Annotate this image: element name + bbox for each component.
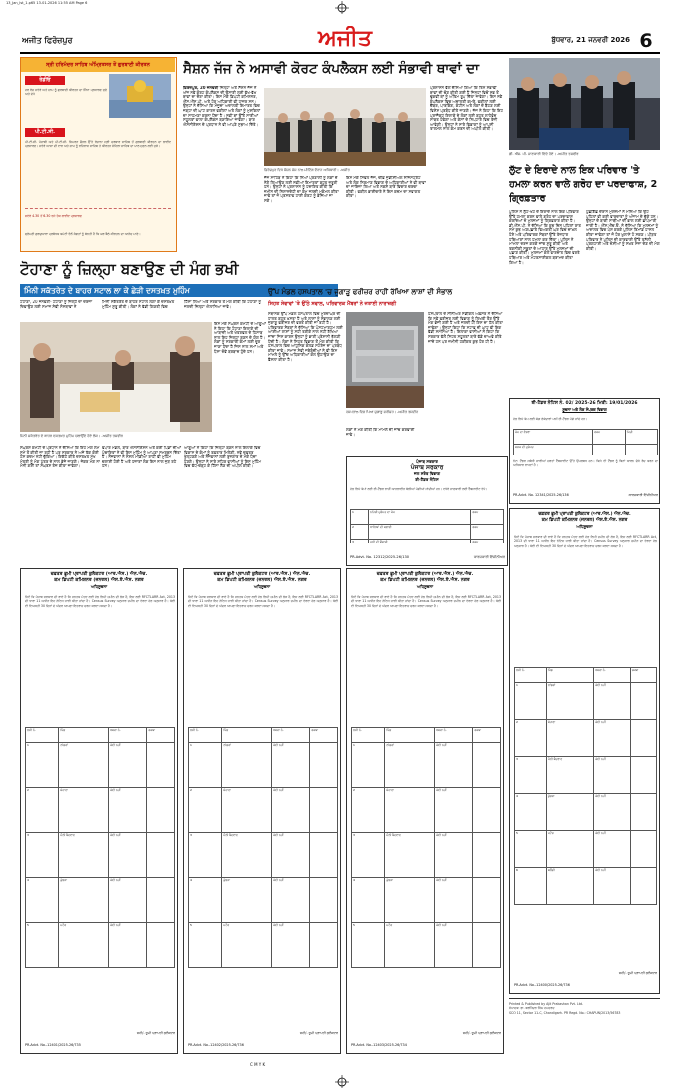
land2-line3: ਅਧਿਸੂਚਨਾ [253,584,271,589]
land3-title1: ਦਫ਼ਤਰ ਭੂਮੀ ਪ੍ਰਾਪਤੀ ਕੁਲੈਕਟਰ (ਆਰ.ਐਸ.) ਐਨ.ਐਚ. [376,572,474,577]
promo-box [20,57,177,252]
land1-body: ਜਿਵੇਂ ਕਿ ਪੰਜਾਬ ਸਰਕਾਰ ਦੀ ਰਾਏ ਹੈ ਕਿ ਜਨਤਕ ਮੰਤਵ ਲਈ ਹੇਠ ਲਿਖੀ ਜ਼ਮੀਨ ਦੀ ਲੋੜ ਹੈ, ਇਸ ਲਈ RFCTLARR Act, 2013 ਦੀ ਧਾਰਾ 11 ਅਧੀਨ ਇਹ ਨੋਟਿਸ ਜਾਰੀ ਕੀਤਾ ਜਾਂਦਾ ਹੈ। Census Survey ਅਨੁਸਾਰ ਜ਼ਮੀਨ ਦਾ ਵੇਰਵਾ ਹੇਠ ਅਨੁਸਾਰ ਹੈ। ਕੋਈ ਵੀ ਵਿਅਕਤੀ 30 ਦਿਨਾਂ ਦੇ ਅੰਦਰ ਆਪਣਾ ਇਤਰਾਜ਼ ਦਰਜ ਕਰਵਾ ਸਕਦਾ ਹੈ। [25,595,175,608]
story4-col3: ਹਸਪਤਾਲ ਦੇ ਸੀਨੀਅਰ ਮੈਡੀਕਲ ਅਫ਼ਸਰ ਨੇ ਦੱਸਿਆ ਕਿ ਨਵੇਂ ਫਰੀਜ਼ਰ ਲਈ ਵਿਭਾਗ ਨੂੰ ਲਿਖਤੀ ਤੌਰ ਉੱਤੇ ਮੰਗ ਭੇਜੀ ਗਈ ਹੈ ਅਤੇ ਜਲਦੀ ਹੀ ਇਸ ਦਾ ਹੱਲ ਕੀਤਾ ਜਾਵੇਗਾ। ਉਨ੍ਹਾਂ ਕਿਹਾ ਕਿ ਸਟਾਫ਼ ਦੀ ਘਾਟ ਵੀ ਇਕ ਵੱਡੀ ਸਮੱਸਿਆ ਹੈ। ਇਲਾਕਾ ਵਾਸੀਆਂ ਨੇ ਕਿਹਾ ਕਿ ਸਰਕਾਰ ਵੱਲੋਂ ਸਿਹਤ ਸਹੂਲਤਾਂ ਬਾਰੇ ਵੱਡੇ ਦਾਅਵੇ ਕੀਤੇ ਜਾਂਦੇ ਹਨ ਪਰ ਜ਼ਮੀਨੀ ਹਕੀਕਤ ਕੁਝ ਹੋਰ ਹੀ ਹੈ। [428,312,503,344]
story3-subhead: ਮਿੰਨੀ ਸਕੱਤਰੇਤ ਦੇ ਬਾਹਰ ਸਟਾਲ ਲਾ ਕੇ ਛੇੜੀ ਦਸਤਖ਼ਤ ਮੁਹਿੰਮ [20,284,338,297]
story1-dateline: ਫ਼ਿਰੋਜ਼ਪੁਰ, 20 ਜਨਵਰੀ [183,86,219,90]
tender-terms: ਨੋਟ: ਟੈਂਡਰ ਸਬੰਧੀ ਸਾਰੀਆਂ ਸ਼ਰਤਾਂ ਵੈੱਬਸਾਈਟ ਉੱਤੇ ਉਪਲਬਧ ਹਨ। ਕਿਸੇ ਵੀ ਟੈਂਡਰ ਨੂੰ ਬਿਨਾਂ ਕਾਰਨ ਦੱਸੇ ਰੱਦ ਕਰਨ ਦਾ ਅਧਿਕਾਰ ਰਾਖਵਾਂ ਹੈ। [513,459,658,468]
land1-title2: ਕਮ ਡਿਪਟੀ ਕਮਿਸ਼ਨਰ (ਜਨਰਲ) ਐਸ.ਏ.ਐਸ. ਨਗਰ [54,578,144,583]
land4-line3: ਅਧਿਸੂਚਨਾ [576,524,593,529]
story1-col2: ਜੱਜ ਸਾਹਿਬ ਨੇ ਕਿਹਾ ਕਿ ਨਿਆਂ ਪ੍ਰਣਾਲੀ ਨੂੰ ਲੋਕਾਂ ਦੇ ਨੇੜੇ ਲਿਆਉਣ ਲਈ ਨਵੀਆਂ ਇਮਾਰਤਾਂ ਬਹੁਤ ਜ਼ਰੂਰੀ ਹਨ। ਉਨ੍ਹਾਂ ਨੇ ਪ੍ਰਸ਼ਾਸਨ ਨੂੰ ਹਦਾਇਤ ਕੀਤੀ ਕਿ ਜ਼ਮੀਨ ਦੀ ਨਿਸ਼ਾਨਦੇਹੀ ਦਾ ਕੰਮ ਜਲਦੀ ਮੁਕੰਮਲ ਕੀਤਾ ਜਾਵੇ ਤਾਂ ਜੋ ਪ੍ਰਸਤਾਵ ਹਾਈ ਕੋਰਟ ਨੂੰ ਭੇਜਿਆ ਜਾ ਸਕੇ। [264,176,339,203]
land3-title2: ਕਮ ਡਿਪਟੀ ਕਮਿਸ਼ਨਰ (ਜਨਰਲ) ਐਸ.ਏ.ਐਸ. ਨਗਰ [380,578,470,583]
story1-col1: ਫ਼ਿਰੋਜ਼ਪੁਰ, 20 ਜਨਵਰੀ ਜ਼ਿਲ੍ਹਾ ਅਤੇ ਸੈਸ਼ਨ ਜੱਜ ਨੇ ਅੱਜ ਨਵੇਂ ਕੋਰਟ ਕੰਪਲੈਕਸ ਦੀ ਉਸਾਰੀ ਲਈ ਵੱਖ-ਵੱਖ ਥਾਵਾਂ ਦਾ ਦੌਰਾ ਕੀਤਾ। ਇਸ ਮੌਕੇ ਡਿਪਟੀ ਕਮਿਸ਼ਨਰ, ਐੱਸ.ਐੱਸ.ਪੀ. ਅਤੇ ਹੋਰ ਅਧਿਕਾਰੀ ਵੀ ਹਾਜ਼ਰ ਸਨ। ਉਨ੍ਹਾਂ ਨੇ ਦੱਸਿਆ ਕਿ ਮੌਜੂਦਾ ਅਦਾਲਤੀ ਇਮਾਰਤ ਵਿਚ ਜਗ੍ਹਾ ਦੀ ਘਾਟ ਕਾਰਨ ਵਕੀਲਾਂ ਅਤੇ ਲੋਕਾਂ ਨੂੰ ਮੁਸ਼ਕਿਲਾਂ ਦਾ ਸਾਹਮਣਾ ਕਰਨਾ ਪੈਂਦਾ ਹੈ। ਨਵੀਂ ਥਾਂ ਉੱਤੇ ਸਾਰੀਆਂ ਸਹੂਲਤਾਂ ਵਾਲਾ ਕੰਪਲੈਕਸ ਬਣਾਇਆ ਜਾਵੇਗਾ। ਬਾਰ ਐਸੋਸੀਏਸ਼ਨ ਦੇ ਪ੍ਰਧਾਨ ਨੇ ਵੀ ਆਪਣੇ ਸੁਝਾਅ ਦਿੱਤੇ। [183,86,261,127]
land1-line3: ਅਧਿਸੂਚਨਾ [90,584,108,589]
land2-body: ਜਿਵੇਂ ਕਿ ਪੰਜਾਬ ਸਰਕਾਰ ਦੀ ਰਾਏ ਹੈ ਕਿ ਜਨਤਕ ਮੰਤਵ ਲਈ ਹੇਠ ਲਿਖੀ ਜ਼ਮੀਨ ਦੀ ਲੋੜ ਹੈ, ਇਸ ਲਈ RFCTLARR Act, 2013 ਦੀ ਧਾਰਾ 11 ਅਧੀਨ ਇਹ ਨੋਟਿਸ ਜਾਰੀ ਕੀਤਾ ਜਾਂਦਾ ਹੈ। Census Survey ਅਨੁਸਾਰ ਜ਼ਮੀਨ ਦਾ ਵੇਰਵਾ ਹੇਠ ਅਨੁਸਾਰ ਹੈ। ਕੋਈ ਵੀ ਵਿਅਕਤੀ 30 ਦਿਨਾਂ ਦੇ ਅੰਦਰ ਆਪਣਾ ਇਤਰਾਜ਼ ਦਰਜ ਕਰਵਾ ਸਕਦਾ ਹੈ। [188,595,338,608]
land2-table: ਲੜੀ ਨੰ. ਪਿੰਡ ਖਸਰਾ ਨੰ. ਰਕਬਾ 1 ਲਾਂਡਰਾਂ ਕੋਈ ਨਹੀਂ 2 ਸੋਹਾਣਾ ਕੋਈ ਨਹੀਂ 3 ਮੌਲੀ ਬੈਦਵਾਣ ਕੋਈ ਨਹੀਂ 4 ਕੁੰਭੜਾ ਕੋਈ ਨਹੀਂ 5 ਮਟੌਰ ਕੋਈ ਨਹੀਂ [188,727,338,1017]
imprint-l3: SCO 11, Sector 11-C, Chandigarh. PR Regd. No.: CHAPUN/2013/56783 [509,1010,621,1015]
story2-headline: ਲੁੱਟ ਦੇ ਇਰਾਦੇ ਨਾਲ ਇਕ ਪਰਿਵਾਰ 'ਤੇ ਹਮਲਾ ਕਰਨ ਵਾਲੇ ਗਰੋਹ ਦਾ ਪਰਦਾਫਾਸ਼, 2 ਗ੍ਰਿਫ਼ਤਾਰ [509,165,658,204]
story4-col2b: ਲੋਕਾਂ ਨੇ ਮੰਗ ਕੀਤੀ ਕਿ ਮਾਮਲੇ ਦੀ ਜਾਂਚ ਕਰਵਾਈ ਜਾਵੇ। [346,428,415,437]
land4-ref: PR-Advt. No.-12400/2025-26/736 [514,983,570,987]
land-notice-4 [509,508,660,994]
story3-headline: ਟੋਹਾਣਾ ਨੂੰ ਜ਼ਿਲ੍ਹਾ ਬਣਾਉਣ ਦੀ ਮੰਗ ਭਖੀ [20,260,239,278]
land1-sig: ਸਹੀ/- ਭੂਮੀ ਪ੍ਰਾਪਤੀ ਕੁਲੈਕਟਰ [136,1031,175,1035]
story1-col3: ਇਸ ਮੌਕੇ ਸਿਵਲ ਜੱਜ, ਚੀਫ਼ ਜੁਡੀਸ਼ੀਅਲ ਮੈਜਿਸਟ੍ਰੇਟ ਅਤੇ ਲੋਕ ਨਿਰਮਾਣ ਵਿਭਾਗ ਦੇ ਅਧਿਕਾਰੀਆਂ ਨੇ ਵੀ ਥਾਵਾਂ ਦਾ ਜਾਇਜ਼ਾ ਲਿਆ ਅਤੇ ਨਕਸ਼ੇ ਬਾਰੇ ਵਿਚਾਰ ਚਰਚਾ ਕੀਤੀ। ਵਕੀਲ ਭਾਈਚਾਰੇ ਨੇ ਇਸ ਕਦਮ ਦਾ ਸਵਾਗਤ ਕੀਤਾ। [346,176,426,199]
story4-subhead: ਸਿਹਤ ਸੇਵਾਵਾਂ 'ਤੇ ਉੱਠੇ ਸਵਾਲ, ਪਰਿਵਾਰਕ ਮੈਂਬਰਾਂ ਨੇ ਜਤਾਈ ਨਾਰਾਜ਼ਗੀ [268,301,397,307]
story2-photo [509,58,660,150]
gov-notice-table: 1 ਨਹਿਰੀ ਮੁਰੰਮਤ ਦਾ ਕੰਮ ਰਕਮ 2 ਖਾਲਿਆਂ ਦੀ ਸਫ਼ਾਈ ਰਕਮ 3 ਪੁਲੀ ਦੀ ਉਸਾਰੀ ਰਕਮ [350,509,504,543]
promo-note: ਸਵੇਰੇ 4.30 ਤੋਂ 6.30 ਵਜੇ ਤੱਕ ਲਾਈਵ ਪ੍ਰਸਾਰਣ [25,214,82,218]
story4-headline: ਉੱਪ ਮੰਡਲ ਹਸਪਤਾਲ 'ਚ ਜੁਗਾੜੂ ਫਰੀਜ਼ਰ ਰਾਹੀਂ ਰੱਖਿਆ ਲਾਸ਼ਾਂ ਦੀ ਸੰਭਾਲ [268,288,453,296]
land1-col2: ਖਸਰਾ ਨੰ. [109,728,147,743]
masthead: ਅਜੀਤ [318,26,372,51]
registration-mark-top [335,0,349,14]
land2-title2: ਕਮ ਡਿਪਟੀ ਕਮਿਸ਼ਨਰ (ਜਨਰਲ) ਐਸ.ਏ.ਐਸ. ਨਗਰ [217,578,307,583]
land-notice-1 [20,568,178,1054]
story1-col4: ਪ੍ਰਸ਼ਾਸਨ ਵੱਲੋਂ ਦੱਸਿਆ ਗਿਆ ਕਿ ਤਿੰਨ ਸੰਭਾਵੀ ਥਾਵਾਂ ਦੀ ਚੋਣ ਕੀਤੀ ਗਈ ਹੈ ਜਿਨ੍ਹਾਂ ਵਿਚੋਂ ਸਭ ਤੋਂ ਢੁਕਵੀਂ ਥਾਂ ਨੂੰ ਅੰਤਿਮ ਰੂਪ ਦਿੱਤਾ ਜਾਵੇਗਾ। ਇਸ ਨਵੇਂ ਕੰਪਲੈਕਸ ਵਿਚ ਅਦਾਲਤੀ ਕਮਰੇ, ਵਕੀਲਾਂ ਲਈ ਚੈਂਬਰ, ਪਾਰਕਿੰਗ, ਕੰਟੀਨ ਅਤੇ ਲੋਕਾਂ ਦੇ ਬੈਠਣ ਲਈ ਵਿਸ਼ੇਸ਼ ਪ੍ਰਬੰਧ ਕੀਤੇ ਜਾਣਗੇ। ਜੱਜ ਨੇ ਕਿਹਾ ਕਿ ਇਹ ਪ੍ਰਾਜੈਕਟ ਇਲਾਕੇ ਦੇ ਲੋਕਾਂ ਲਈ ਬਹੁਤ ਲਾਹੇਵੰਦ ਸਾਬਤ ਹੋਵੇਗਾ ਅਤੇ ਕੇਸਾਂ ਦੇ ਨਿਪਟਾਰੇ ਵਿਚ ਤੇਜ਼ੀ ਆਵੇਗੀ। ਉਨ੍ਹਾਂ ਨੇ ਸਾਰੇ ਵਿਭਾਗਾਂ ਨੂੰ ਆਪਸੀ ਤਾਲਮੇਲ ਨਾਲ ਕੰਮ ਕਰਨ ਦੀ ਅਪੀਲ ਕੀਤੀ। [430,86,503,132]
page-number: 6 [639,30,653,52]
print-slug: 13_Jan_lst_1.p65 13-01-2026 11:55 AM Page 6 [6,1,88,5]
story4-caption: ਹਸਪਤਾਲ ਵਿਚ ਪਿਆ ਜੁਗਾੜੂ ਫਰੀਜ਼ਰ। -ਅਜੀਤ ਤਸਵੀਰ [346,410,419,414]
promo-tag-ptc: ਪੀ.ਟੀ.ਸੀ. [25,128,65,137]
land1-ref: PR-Advt. No.-12401/2025-26/735 [25,1043,81,1047]
land4-title2: ਕਮ ਡਿਪਟੀ ਕਮਿਸ਼ਨਰ (ਜਨਰਲ) ਐਸ.ਏ.ਐਸ. ਨਗਰ [541,518,628,523]
land4-sig: ਸਹੀ/- ਭੂਮੀ ਪ੍ਰਾਪਤੀ ਕੁਲੈਕਟਰ [618,971,657,975]
land3-sig: ਸਹੀ/- ਭੂਮੀ ਪ੍ਰਾਪਤੀ ਕੁਲੈਕਟਰ [462,1031,501,1035]
promo-tag-radio: ਰੇਡੀਓ [25,76,65,85]
land4-body: ਜਿਵੇਂ ਕਿ ਪੰਜਾਬ ਸਰਕਾਰ ਦੀ ਰਾਏ ਹੈ ਕਿ ਜਨਤਕ ਮੰਤਵ ਲਈ ਹੇਠ ਲਿਖੀ ਜ਼ਮੀਨ ਦੀ ਲੋੜ ਹੈ, ਇਸ ਲਈ RFCTLARR Act, 2013 ਦੀ ਧਾਰਾ 11 ਅਧੀਨ ਇਹ ਨੋਟਿਸ ਜਾਰੀ ਕੀਤਾ ਜਾਂਦਾ ਹੈ। Census Survey ਅਨੁਸਾਰ ਜ਼ਮੀਨ ਦਾ ਵੇਰਵਾ ਹੇਠ ਅਨੁਸਾਰ ਹੈ। ਕੋਈ ਵੀ ਵਿਅਕਤੀ 30 ਦਿਨਾਂ ਦੇ ਅੰਦਰ ਆਪਣਾ ਇਤਰਾਜ਼ ਦਰਜ ਕਰਵਾ ਸਕਦਾ ਹੈ। [514,535,657,548]
story2-col2: ਪੁੱਛਗਿੱਛ ਦੌਰਾਨ ਮੁਲਜ਼ਮਾਂ ਨੇ ਮੰਨਿਆ ਕਿ ਉਹ ਪਹਿਲਾਂ ਵੀ ਕਈ ਵਾਰਦਾਤਾਂ ਨੂੰ ਅੰਜਾਮ ਦੇ ਚੁੱਕੇ ਹਨ। ਉਨ੍ਹਾਂ ਦੇ ਬਾਕੀ ਸਾਥੀਆਂ ਦੀ ਭਾਲ ਲਈ ਛਾਪੇਮਾਰੀ ਜਾਰੀ ਹੈ। ਐੱਸ.ਐੱਚ.ਓ. ਨੇ ਦੱਸਿਆ ਕਿ ਮੁਲਜ਼ਮਾਂ ਨੂੰ ਅਦਾਲਤ ਵਿਚ ਪੇਸ਼ ਕਰਕੇ ਪੁਲਿਸ ਰਿਮਾਂਡ ਹਾਸਲ ਕੀਤਾ ਜਾਵੇਗਾ ਤਾਂ ਜੋ ਹੋਰ ਖ਼ੁਲਾਸੇ ਹੋ ਸਕਣ। ਪੀੜਤ ਪਰਿਵਾਰ ਨੇ ਪੁਲਿਸ ਦੀ ਕਾਰਵਾਈ ਉੱਤੇ ਤਸੱਲੀ ਪ੍ਰਗਟਾਈ ਅਤੇ ਦੋਸ਼ੀਆਂ ਨੂੰ ਸਖ਼ਤ ਸਜ਼ਾ ਦੇਣ ਦੀ ਮੰਗ ਕੀਤੀ। [586,210,660,251]
story3-lead2: ਮਿੰਨੀ ਸਕੱਤਰੇਤ ਦੇ ਬਾਹਰ ਸਟਾਲ ਲਗਾ ਕੇ ਦਸਤਖ਼ਤ ਮੁਹਿੰਮ ਸ਼ੁਰੂ ਕੀਤੀ। ਲੋਕਾਂ ਨੇ ਵੱਡੀ ਗਿਣਤੀ ਵਿਚ [102,300,175,309]
land-notice-3 [346,568,504,1054]
promo-text-3: ਸ਼੍ਰੋਮਣੀ ਗੁਰਦੁਆਰਾ ਪ੍ਰਬੰਧਕ ਕਮੇਟੀ ਵੱਲੋਂ ਸੰਗਤਾਂ ਨੂੰ ਬੇਨਤੀ ਹੈ ਕਿ ਘਰ ਬੈਠੇ ਕੀਰਤਨ ਦਾ ਆਨੰਦ ਮਾਣੋ। [25,232,141,236]
story3-lead1: ਟੋਹਾਣਾ, 20 ਜਨਵਰੀ- ਟੋਹਾਣਾ ਨੂੰ ਜ਼ਿਲ੍ਹੇ ਦਾ ਦਰਜਾ ਦਿਵਾਉਣ ਲਈ ਸਮਾਜ ਸੇਵੀ ਸੰਸਥਾਵਾਂ ਨੇ [20,300,93,309]
story3-photo [20,322,212,432]
imprint-l1: Printed & Published by Ajit Prakashan Pvt. Ltd. [509,1002,584,1006]
story1-caption: ਫ਼ਿਰੋਜ਼ਪੁਰ ਵਿਖੇ ਸੈਸ਼ਨ ਜੱਜ ਨਾਲ ਮੀਟਿੰਗ ਦੌਰਾਨ ਅਧਿਕਾਰੀ। -ਅਜੀਤ [264,168,350,172]
imprint [509,998,660,1054]
land4-table: ਲੜੀ ਨੰ. ਪਿੰਡ ਖਸਰਾ ਨੰ. ਰਕਬਾ 1 ਲਾਂਡਰਾਂ ਕੋਈ ਨਹੀਂ 2 ਸੋਹਾਣਾ ਕੋਈ ਨਹੀਂ 3 ਮੌਲੀ ਬੈਦਵਾਣ ਕੋਈ ਨਹੀਂ 4 ਕੁੰਭੜਾ ਕੋਈ ਨਹੀਂ 5 ਮਟੌਰ ਕੋਈ ਨਹੀਂ 6 ਬਲੌਂਗੀ ਕੋਈ ਨਹੀਂ [514,667,657,957]
story1-photo [264,88,426,166]
promo-text-2: ਪੀ.ਟੀ.ਸੀ. ਪੰਜਾਬੀ ਅਤੇ ਪੀ.ਟੀ.ਸੀ. ਸਿਮਰਨ ਚੈਨਲ ਉੱਤੇ ਰੋਜ਼ਾਨਾ ਸ੍ਰੀ ਦਰਬਾਰ ਸਾਹਿਬ ਤੋਂ ਗੁਰਬਾਣੀ ਕੀਰਤਨ ਦਾ ਲਾਈਵ ਪ੍ਰਸਾਰਣ। ਸਵੇਰੇ ਆਸਾ ਦੀ ਵਾਰ ਅਤੇ ਸ਼ਾਮ ਨੂੰ ਰਹਿਰਾਸ ਸਾਹਿਬ ਤੇ ਕੀਰਤਨ ਸੋਹਿਲਾ ਸਾਹਿਬ ਦਾ ਪਾਠ ਸੁਣਨ ਲਈ ਜੁੜੋ। [25,140,171,149]
story3-col3: ਆਗੂਆਂ ਨੇ ਕਿਹਾ ਕਿ ਜ਼ਿਲ੍ਹਾ ਬਣਨ ਨਾਲ ਇਲਾਕੇ ਵਿਚ ਵਿਕਾਸ ਦੇ ਕੰਮਾਂ ਨੂੰ ਰਫ਼ਤਾਰ ਮਿਲੇਗੀ, ਨਵੇਂ ਦਫ਼ਤਰ ਖੁੱਲ੍ਹਣਗੇ ਅਤੇ ਨੌਜਵਾਨਾਂ ਲਈ ਰੁਜ਼ਗਾਰ ਦੇ ਮੌਕੇ ਪੈਦਾ ਹੋਣਗੇ। ਉਨ੍ਹਾਂ ਨੇ ਸਾਰੇ ਸ਼ਹਿਰ ਵਾਸੀਆਂ ਨੂੰ ਇਸ ਮੁਹਿੰਮ ਵਿਚ ਵੱਧ-ਚੜ੍ਹ ਕੇ ਹਿੱਸਾ ਲੈਣ ਦੀ ਅਪੀਲ ਕੀਤੀ। [184,446,261,469]
land2-title1: ਦਫ਼ਤਰ ਭੂਮੀ ਪ੍ਰਾਪਤੀ ਕੁਲੈਕਟਰ (ਆਰ.ਐਸ.) ਐਨ.ਐਚ. [213,572,311,577]
tender-title: ਈ-ਟੈਂਡਰ ਨੋਟਿਸ ਨੰ. 02/ 2025-26 ਮਿਤੀ: 19/01/2026 [531,401,638,406]
promo-title: ਸ੍ਰੀ ਹਰਿਮੰਦਰ ਸਾਹਿਬ ਅੰਮ੍ਰਿਤਸਰ ਤੋਂ ਗੁਰਬਾਣੀ ਕੀਰਤਨ [21,58,175,72]
gov-notice-dept: ਜਲ ਸਰੋਤ ਵਿਭਾਗ [414,471,440,476]
gov-notice-title: ਪੰਜਾਬ ਸਰਕਾਰ [410,464,444,471]
land3-line3: ਅਧਿਸੂਚਨਾ [416,584,434,589]
gov-notice-ref: PR-Advt. No. 12312/2025-26/130 [350,555,410,559]
registration-mark-bottom [335,1074,349,1088]
tender-text: ਹੇਠ ਲਿਖੇ ਕੰਮ ਲਈ ਯੋਗ ਠੇਕੇਦਾਰਾਂ ਪਾਸੋਂ ਈ-ਟੈਂਡਰ ਮੰਗੇ ਜਾਂਦੇ ਹਨ। [513,417,588,421]
header-rule [20,52,660,54]
land1-table: ਲੜੀ ਨੰ. ਪਿੰਡ ਖਸਰਾ ਨੰ. ਰਕਬਾ 1 ਲਾਂਡਰਾਂ ਕੋਈ ਨਹੀਂ 2 ਸੋਹਾਣਾ ਕੋਈ ਨਹੀਂ 3 ਮੌਲੀ ਬੈਦਵਾਣ ਕੋਈ ਨਹੀਂ 4 ਕੁੰਭੜਾ ਕੋਈ ਨਹੀਂ 5 ਮਟੌਰ ਕੋਈ ਨਹੀਂ [25,727,175,1017]
story1-headline: ਸੈਸ਼ਨ ਜੱਜ ਨੇ ਅਸਾਵੀ ਕੋਰਟ ਕੰਪਲੈਕਸ ਲਈ ਸੰਭਾਵੀ ਥਾਵਾਂ ਦਾ [183,61,480,77]
story4-photo [346,312,424,408]
color-bar [20,1062,660,1070]
cmyk-label: C M Y K [250,1062,266,1067]
tender-sub: ਸੂਚਨਾ ਅਤੇ ਲੋਕ ਸੰਪਰਕ ਵਿਭਾਗ [562,407,607,412]
story3-lead3: ਹਿੱਸਾ ਲਿਆ ਅਤੇ ਸਰਕਾਰ ਤੋਂ ਮੰਗ ਕੀਤੀ ਕਿ ਟੋਹਾਣਾ ਨੂੰ ਜਲਦੀ ਜ਼ਿਲ੍ਹਾ ਐਲਾਨਿਆ ਜਾਵੇ। [184,300,262,309]
imprint-l2: ਸੰਪਾਦਕ: ਡਾ. ਬਰਜਿੰਦਰ ਸਿੰਘ ਹਮਦਰਦ [509,1006,555,1011]
land1-col3: ਰਕਬਾ [147,728,175,743]
story3-col2: ਵਪਾਰ ਮੰਡਲ, ਬਾਰ ਐਸੋਸੀਏਸ਼ਨ ਅਤੇ ਕਈ ਪਿੰਡਾਂ ਦੀਆਂ ਪੰਚਾਇਤਾਂ ਨੇ ਵੀ ਇਸ ਮੁਹਿੰਮ ਨੂੰ ਆਪਣਾ ਸਮਰਥਨ ਦਿੱਤਾ ਹੈ। ਨੌਜਵਾਨਾਂ ਨੇ ਸੋਸ਼ਲ ਮੀਡੀਆ ਰਾਹੀਂ ਵੀ ਮੁਹਿੰਮ ਚਲਾਈ ਹੋਈ ਹੈ ਅਤੇ ਹਜ਼ਾਰਾਂ ਲੋਕ ਇਸ ਨਾਲ ਜੁੜ ਰਹੇ ਹਨ। [102,446,181,469]
golden-temple-image [109,74,171,118]
land1-col1: ਪਿੰਡ [59,728,109,743]
land1-title1: ਦਫ਼ਤਰ ਭੂਮੀ ਪ੍ਰਾਪਤੀ ਕੁਲੈਕਟਰ (ਆਰ.ਐਸ.) ਐਨ.ਐਚ. [50,572,148,577]
tender-notice [509,398,660,504]
land2-ref: PR-Advt. No.-12402/2025-26/736 [188,1043,244,1047]
tender-table: ਕੰਮ ਦਾ ਵੇਰਵਾ ਰਕਮ ਮਿਤੀ ਸੜਕ ਦੀ ਮੁਰੰਮਤ [513,429,658,455]
story2-caption: ਡੀ. ਐੱਸ. ਪੀ. ਜਾਣਕਾਰੀ ਦਿੰਦੇ ਹੋਏ। -ਅਜੀਤ ਤਸਵੀਰ [509,152,579,156]
story3-col1: ਸੰਘਰਸ਼ ਕਮੇਟੀ ਦੇ ਪ੍ਰਧਾਨ ਨੇ ਦੱਸਿਆ ਕਿ ਇਹ ਮੰਗ ਲੰਮੇ ਸਮੇਂ ਤੋਂ ਕੀਤੀ ਜਾ ਰਹੀ ਹੈ ਪਰ ਸਰਕਾਰ ਨੇ ਅਜੇ ਤੱਕ ਕੋਈ ਠੋਸ ਕਦਮ ਨਹੀਂ ਚੁੱਕਿਆ। ਇਕੱਠੇ ਕੀਤੇ ਦਸਤਖ਼ਤ ਮੁੱਖ ਮੰਤਰੀ ਨੂੰ ਮੰਗ ਪੱਤਰ ਦੇ ਨਾਲ ਭੇਜੇ ਜਾਣਗੇ। ਜੇਕਰ ਮੰਗ ਨਾ ਮੰਨੀ ਗਈ ਤਾਂ ਸੰਘਰਸ਼ ਤੇਜ਼ ਕੀਤਾ ਜਾਵੇਗਾ। [20,446,100,469]
land3-body: ਜਿਵੇਂ ਕਿ ਪੰਜਾਬ ਸਰਕਾਰ ਦੀ ਰਾਏ ਹੈ ਕਿ ਜਨਤਕ ਮੰਤਵ ਲਈ ਹੇਠ ਲਿਖੀ ਜ਼ਮੀਨ ਦੀ ਲੋੜ ਹੈ, ਇਸ ਲਈ RFCTLARR Act, 2013 ਦੀ ਧਾਰਾ 11 ਅਧੀਨ ਇਹ ਨੋਟਿਸ ਜਾਰੀ ਕੀਤਾ ਜਾਂਦਾ ਹੈ। Census Survey ਅਨੁਸਾਰ ਜ਼ਮੀਨ ਦਾ ਵੇਰਵਾ ਹੇਠ ਅਨੁਸਾਰ ਹੈ। ਕੋਈ ਵੀ ਵਿਅਕਤੀ 30 ਦਿਨਾਂ ਦੇ ਅੰਦਰ ਆਪਣਾ ਇਤਰਾਜ਼ ਦਰਜ ਕਰਵਾ ਸਕਦਾ ਹੈ। [351,595,501,608]
edition-name: ਅਜੀਤ ਫਿਰੋਜ਼ਪੁਰ [22,36,73,45]
gov-notice-text: ਹੇਠ ਲਿਖੇ ਕੰਮਾਂ ਲਈ ਈ-ਟੈਂਡਰ ਰਾਹੀਂ ਆਨਲਾਈਨ ਬੋਲੀਆਂ ਮੰਗੀਆਂ ਜਾਂਦੀਆਂ ਹਨ। ਵਧੇਰੇ ਜਾਣਕਾਰੀ ਲਈ ਵੈੱਬਸਾਈਟ ਵੇਖੋ। [350,487,488,491]
land1-col0: ਲੜੀ ਨੰ. [26,728,59,743]
story3-caption: ਮਿੰਨੀ ਸਕੱਤਰੇਤ ਦੇ ਬਾਹਰ ਦਸਤਖ਼ਤ ਮੁਹਿੰਮ ਚਲਾਉਂਦੇ ਹੋਏ ਲੋਕ। -ਅਜੀਤ ਤਸਵੀਰ [20,434,123,438]
gov-notice-sub: ਈ-ਟੈਂਡਰ ਨੋਟਿਸ [415,477,439,482]
gov-notice [346,456,508,566]
land2-sig: ਸਹੀ/- ਭੂਮੀ ਪ੍ਰਾਪਤੀ ਕੁਲੈਕਟਰ [299,1031,338,1035]
land4-title1: ਦਫ਼ਤਰ ਭੂਮੀ ਪ੍ਰਾਪਤੀ ਕੁਲੈਕਟਰ (ਆਰ.ਐਸ.) ਐਨ.ਐਚ. [538,512,631,517]
land3-ref: PR-Advt. No.-12403/2025-26/734 [351,1043,407,1047]
tender-sig: ਕਾਰਜਕਾਰੀ ਇੰਜੀਨੀਅਰ [628,493,658,497]
promo-text-1: ਹਰ ਰੋਜ਼ ਸਵੇਰੇ ਅਤੇ ਸ਼ਾਮ ਨੂੰ ਗੁਰਬਾਣੀ ਕੀਰਤਨ ਦਾ ਸਿੱਧਾ ਪ੍ਰਸਾਰਣ ਸੁਣੋ ਅਤੇ ਦੇਖੋ [25,88,107,97]
story2-col1: ਪੁਲਿਸ ਨੇ ਲੁੱਟ-ਖੋਹ ਦੇ ਇਰਾਦੇ ਨਾਲ ਇਕ ਪਰਿਵਾਰ ਉੱਤੇ ਹਮਲਾ ਕਰਨ ਵਾਲੇ ਗਰੋਹ ਦਾ ਪਰਦਾਫਾਸ਼ ਕਰਦਿਆਂ ਦੋ ਮੁਲਜ਼ਮਾਂ ਨੂੰ ਗ੍ਰਿਫ਼ਤਾਰ ਕੀਤਾ ਹੈ। ਡੀ.ਐੱਸ.ਪੀ. ਨੇ ਦੱਸਿਆ ਕਿ ਕੁਝ ਦਿਨ ਪਹਿਲਾਂ ਰਾਤ ਸਮੇਂ ਕੁਝ ਅਣਪਛਾਤੇ ਵਿਅਕਤੀ ਘਰ ਵਿਚ ਦਾਖ਼ਲ ਹੋਏ ਅਤੇ ਪਰਿਵਾਰਕ ਮੈਂਬਰਾਂ ਉੱਤੇ ਤੇਜ਼ਧਾਰ ਹਥਿਆਰਾਂ ਨਾਲ ਹਮਲਾ ਕਰ ਦਿੱਤਾ। ਪੁਲਿਸ ਨੇ ਮਾਮਲਾ ਦਰਜ ਕਰਕੇ ਜਾਂਚ ਸ਼ੁਰੂ ਕੀਤੀ ਅਤੇ ਤਕਨੀਕੀ ਸਬੂਤਾਂ ਦੇ ਆਧਾਰ ਉੱਤੇ ਮੁਲਜ਼ਮਾਂ ਦੀ ਪਛਾਣ ਕੀਤੀ। ਮੁਲਜ਼ਮਾਂ ਕੋਲੋਂ ਵਾਰਦਾਤ ਵਿਚ ਵਰਤੇ ਹਥਿਆਰ ਅਤੇ ਮੋਟਰਸਾਈਕਲ ਬਰਾਮਦ ਕੀਤਾ ਗਿਆ ਹੈ। [509,210,581,265]
story4-col1: ਸਥਾਨਕ ਉੱਪ ਮੰਡਲ ਹਸਪਤਾਲ ਵਿਚ ਮੁਰਦਾਘਰ ਦੀ ਹਾਲਤ ਬਹੁਤ ਖ਼ਸਤਾ ਹੈ ਅਤੇ ਲਾਸ਼ਾਂ ਨੂੰ ਸੰਭਾਲਣ ਲਈ ਜੁਗਾੜੂ ਫਰੀਜ਼ਰ ਦੀ ਵਰਤੋਂ ਕੀਤੀ ਜਾ ਰਹੀ ਹੈ। ਪਰਿਵਾਰਕ ਮੈਂਬਰਾਂ ਨੇ ਦੱਸਿਆ ਕਿ ਪੋਸਟਮਾਰਟਮ ਲਈ ਆਈਆਂ ਲਾਸ਼ਾਂ ਨੂੰ ਸਹੀ ਤਰੀਕੇ ਨਾਲ ਨਹੀਂ ਰੱਖਿਆ ਜਾਂਦਾ ਜਿਸ ਕਾਰਨ ਉਨ੍ਹਾਂ ਨੂੰ ਭਾਰੀ ਪ੍ਰੇਸ਼ਾਨੀ ਝੱਲਣੀ ਪੈਂਦੀ ਹੈ। ਲੋਕਾਂ ਨੇ ਸਿਹਤ ਵਿਭਾਗ ਤੋਂ ਮੰਗ ਕੀਤੀ ਕਿ ਹਸਪਤਾਲ ਵਿਚ ਆਧੁਨਿਕ ਕੋਲਡ ਸਟੋਰੇਜ ਦਾ ਪ੍ਰਬੰਧ ਕੀਤਾ ਜਾਵੇ। ਸਮਾਜ ਸੇਵੀ ਜਥੇਬੰਦੀਆਂ ਨੇ ਵੀ ਇਸ ਮਾਮਲੇ ਨੂੰ ਉੱਚ ਅਧਿਕਾਰੀਆਂ ਕੋਲ ਉਠਾਉਣ ਦਾ ਫ਼ੈਸਲਾ ਕੀਤਾ ਹੈ। [268,312,343,362]
gov-notice-sig: ਕਾਰਜਕਾਰੀ ਇੰਜੀਨੀਅਰ [473,555,505,559]
story3-col-side: ਇਸ ਮੌਕੇ ਸੰਘਰਸ਼ ਕਮੇਟੀ ਦੇ ਆਗੂਆਂ ਨੇ ਕਿਹਾ ਕਿ ਟੋਹਾਣਾ ਇਲਾਕੇ ਦੀ ਆਬਾਦੀ ਅਤੇ ਖੇਤਰਫਲ ਦੇ ਹਿਸਾਬ ਨਾਲ ਇਹ ਜ਼ਿਲ੍ਹਾ ਬਣਨ ਦੇ ਯੋਗ ਹੈ। ਲੋਕਾਂ ਨੂੰ ਸਰਕਾਰੀ ਕੰਮਾਂ ਲਈ ਦੂਰ ਜਾਣਾ ਪੈਂਦਾ ਹੈ ਜਿਸ ਨਾਲ ਸਮਾਂ ਅਤੇ ਪੈਸਾ ਦੋਵੇਂ ਬਰਬਾਦ ਹੁੰਦੇ ਹਨ। [214,322,266,354]
gov-notice-top: ਪੰਜਾਬ ਸਰਕਾਰ [416,459,438,464]
land3-table: ਲੜੀ ਨੰ. ਪਿੰਡ ਖਸਰਾ ਨੰ. ਰਕਬਾ 1 ਲਾਂਡਰਾਂ ਕੋਈ ਨਹੀਂ 2 ਸੋਹਾਣਾ ਕੋਈ ਨਹੀਂ 3 ਮੌਲੀ ਬੈਦਵਾਣ ਕੋਈ ਨਹੀਂ 4 ਕੁੰਭੜਾ ਕੋਈ ਨਹੀਂ 5 ਮਟੌਰ ਕੋਈ ਨਹੀਂ [351,727,501,1017]
tender-ref: PR-Advt. No. 12341/2025-26/136 [513,493,569,497]
date-line: ਬੁੱਧਵਾਰ, 21 ਜਨਵਰੀ 2026 [551,36,630,44]
land-notice-2 [183,568,341,1054]
